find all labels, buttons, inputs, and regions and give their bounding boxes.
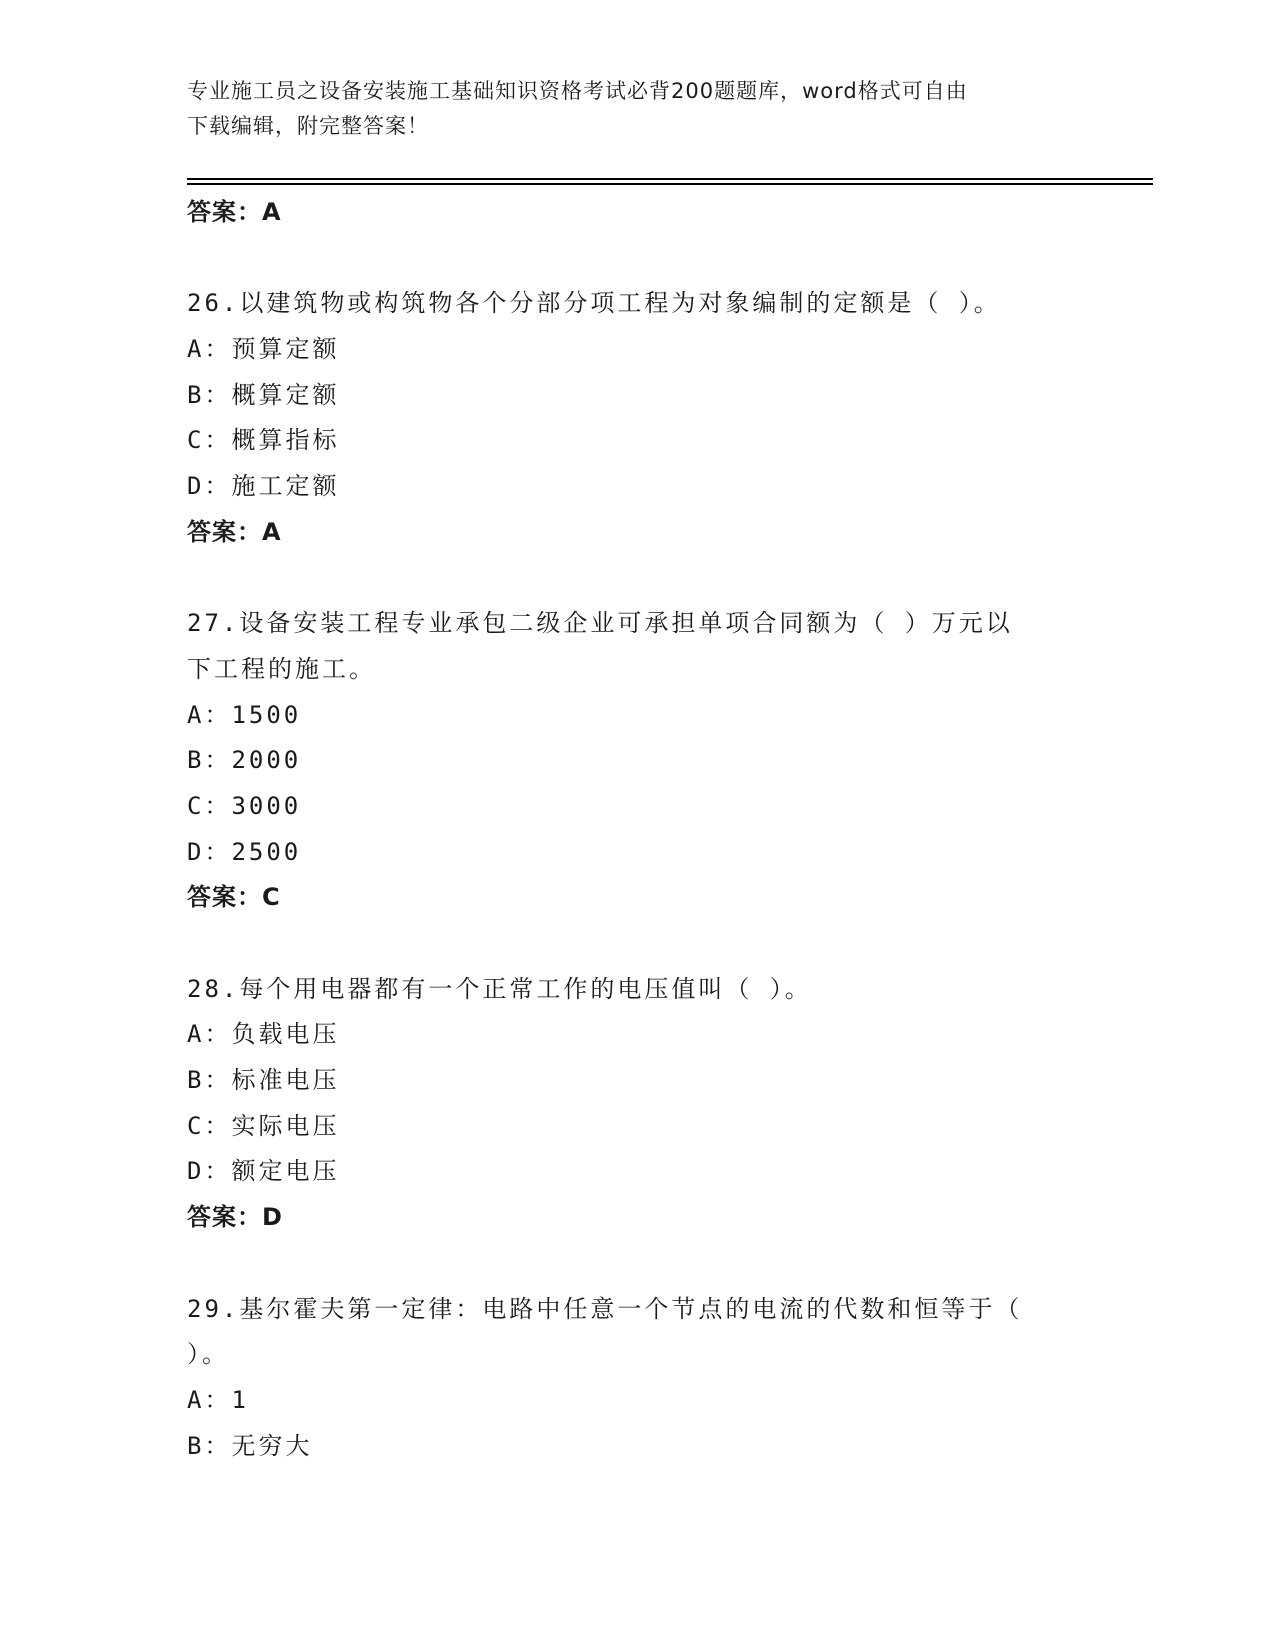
option-c: C：实际电压	[187, 1111, 340, 1140]
question-stem: 28.每个用电器都有一个正常工作的电压值叫（ ）。	[187, 974, 812, 1003]
question-block	[187, 1287, 1087, 1470]
spacer	[187, 1241, 1087, 1287]
option-a: A：负载电压	[187, 1020, 340, 1049]
question-stem-continued: 下工程的施工。	[187, 654, 376, 683]
option-b: B：标准电压	[187, 1066, 340, 1095]
answer-line: 答案：A	[187, 198, 282, 226]
spacer	[187, 556, 1087, 602]
option-b: B：2000	[187, 746, 302, 775]
option-a: A：预算定额	[187, 335, 340, 364]
option-c: C：3000	[187, 791, 302, 820]
header-line-2: 下载编辑，附完整答案！	[187, 114, 429, 138]
question-block	[187, 967, 1087, 1241]
header-line-1: 专业施工员之设备安装施工基础知识资格考试必背200题题库，word格式可自由	[187, 79, 968, 103]
spacer	[187, 921, 1087, 967]
option-d: D：2500	[187, 837, 302, 866]
question-stem: 27.设备安装工程专业承包二级企业可承担单项合同额为（ ）万元以	[187, 609, 1013, 638]
option-b: B：无穷大	[187, 1431, 313, 1460]
option-c: C：概算指标	[187, 426, 340, 455]
document-header	[187, 74, 1087, 144]
question-block	[187, 601, 1087, 921]
option-d: D：额定电压	[187, 1157, 340, 1186]
option-a: A：1500	[187, 700, 302, 729]
question-stem: 26.以建筑物或构筑物各个分部分项工程为对象编制的定额是（ ）。	[187, 289, 1001, 318]
option-d: D：施工定额	[187, 472, 340, 501]
answer-line: 答案：D	[187, 1203, 283, 1232]
header-rule-bottom	[187, 183, 1153, 185]
spacer	[187, 236, 1087, 282]
answer-line: 答案：C	[187, 883, 281, 912]
question-block	[187, 281, 1087, 555]
document-body	[187, 190, 1087, 1469]
answer-line: 答案：A	[187, 517, 282, 546]
question-stem: 29.基尔霍夫第一定律：电路中任意一个节点的电流的代数和恒等于（	[187, 1294, 1023, 1323]
option-b: B：概算定额	[187, 380, 340, 409]
header-rule-top	[187, 178, 1153, 180]
question-stem-continued: ）。	[187, 1340, 229, 1369]
option-a: A：1	[187, 1385, 249, 1414]
